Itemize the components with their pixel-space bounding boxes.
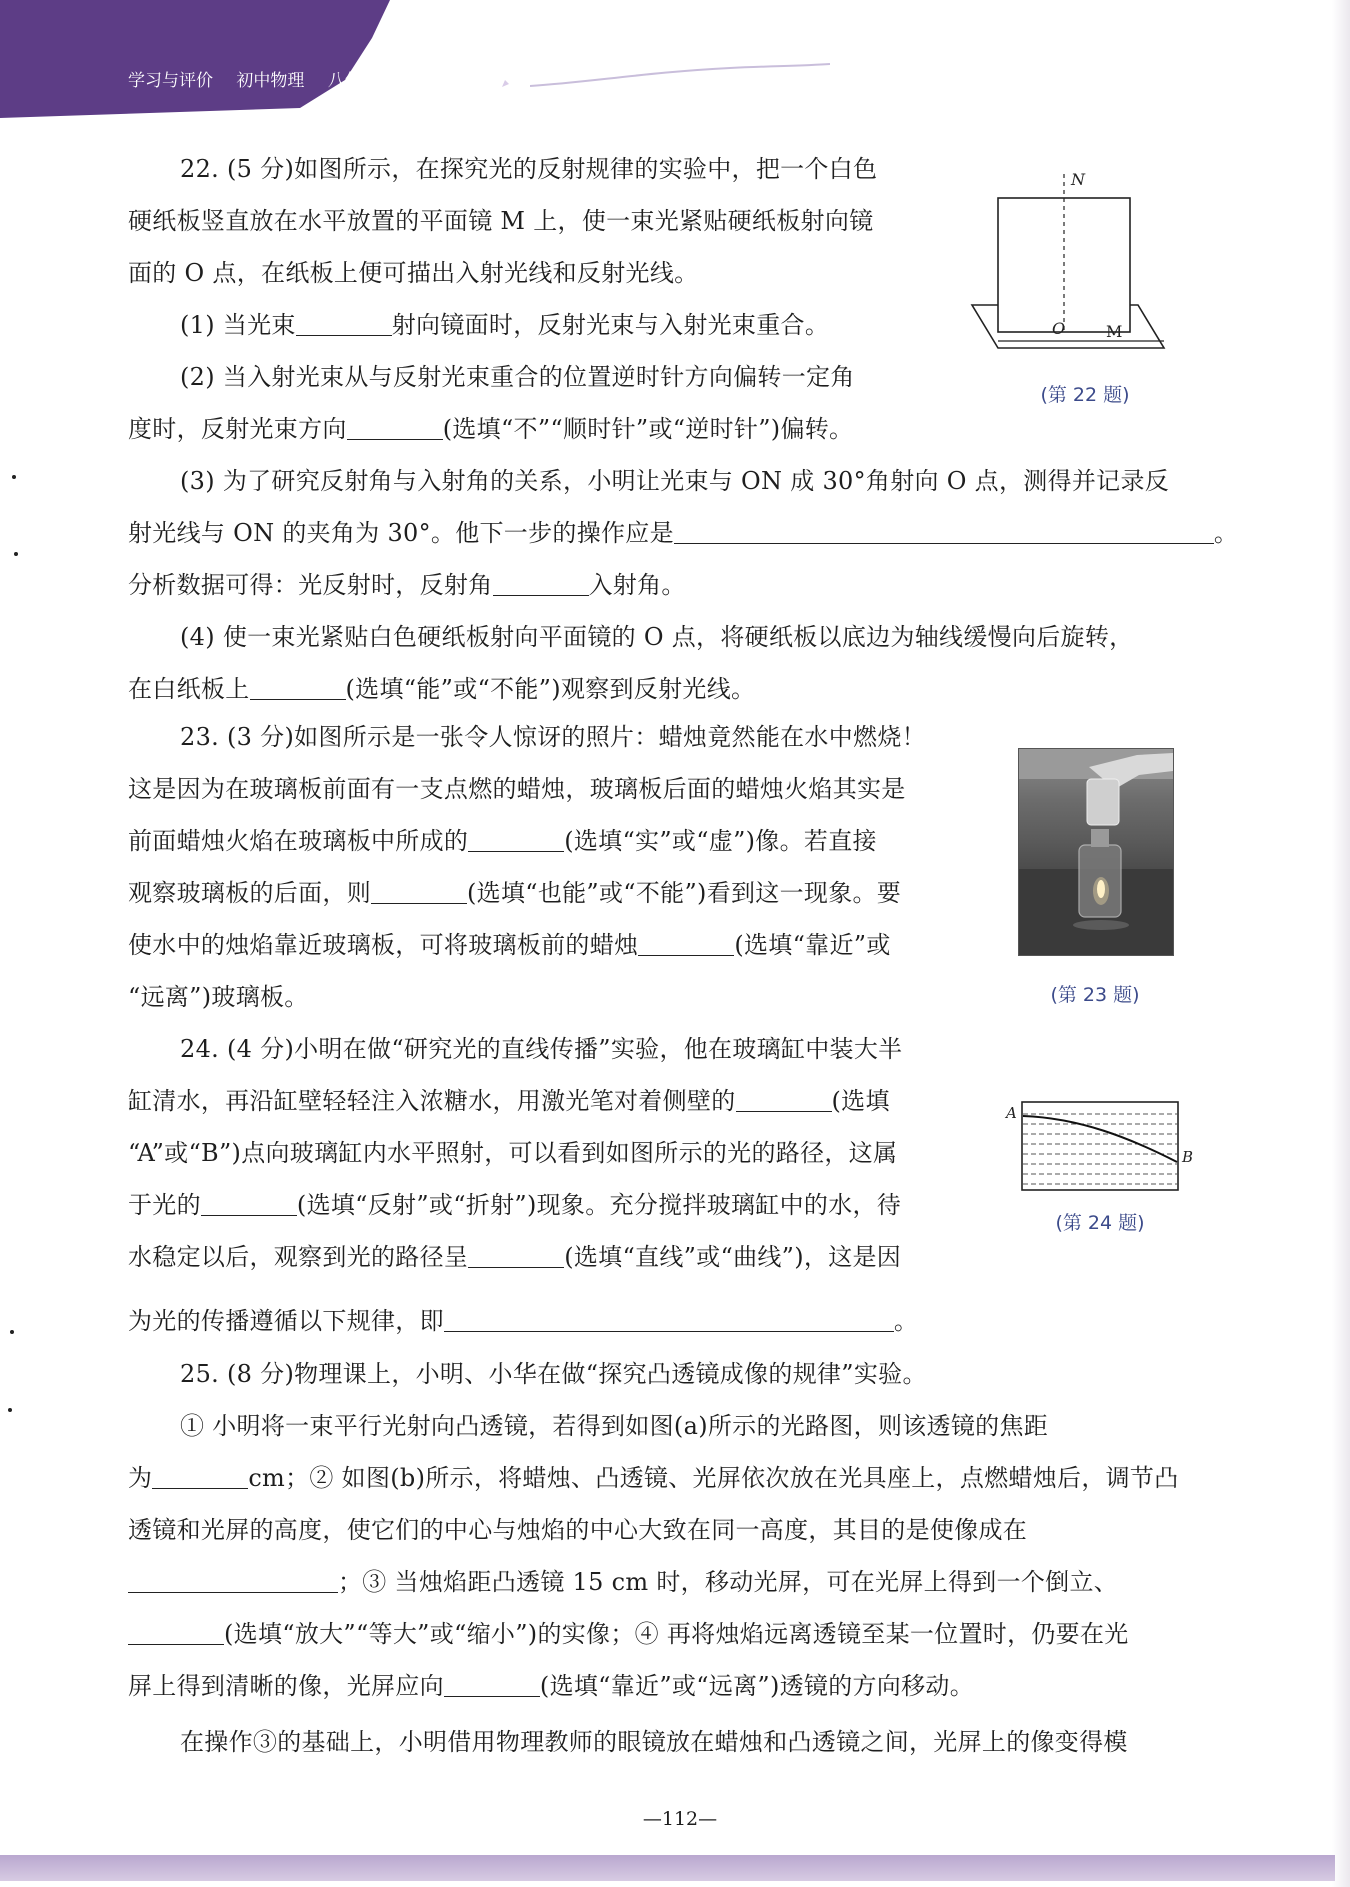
answer-blank[interactable] (493, 571, 589, 596)
figure-label-o: O (1052, 319, 1066, 338)
q22-caption: (第 22 题) (1040, 384, 1130, 406)
footer-band (0, 1855, 1335, 1881)
q25-line-1: 25. (8 分)物理课上，小明、小华在做“探究凸透镜成像的规律”实验。 (180, 1360, 927, 1388)
figure-label-b: B (1182, 1148, 1194, 1166)
margin-dot (8, 1408, 12, 1412)
figure-label-m: M (1106, 322, 1123, 341)
q24-line-5: 水稳定以后，观察到光的路径呈 (选填“直线”或“曲线”)，这是因 (128, 1243, 902, 1271)
q22-part-3-line-3: 分析数据可得：光反射时，反射角 入射角。 (128, 571, 686, 599)
q24-line-3: “A”或“B”)点向玻璃缸内水平照射，可以看到如图所示的光的路径，这属 (128, 1139, 898, 1167)
answer-blank[interactable] (128, 1568, 338, 1593)
q25-line-3: 为 cm；② 如图(b)所示，将蜡烛、凸透镜、光屏依次放在光具座上，点燃蜡烛后，调节凸 (128, 1464, 1179, 1492)
answer-blank[interactable] (152, 1464, 248, 1489)
answer-blank[interactable] (468, 1243, 564, 1268)
q25-line-7: 屏上得到清晰的像，光屏应向 (选填“靠近”或“远离”)透镜的方向移动。 (128, 1672, 975, 1700)
q25-line-6: (选填“放大”“等大”或“缩小”)的实像；④ 再将烛焰远离透镜至某一位置时，仍要在光 (128, 1608, 1129, 1660)
q25-line-8: 在操作③的基础上，小明借用物理教师的眼镜放在蜡烛和凸透镜之间，光屏上的像变得模 (180, 1728, 1128, 1756)
q22-part-2-line-1: (2) 当入射光束从与反射光束重合的位置逆时针方向偏转一定角 (180, 363, 855, 391)
pen-icon (499, 68, 521, 90)
q22-part-3-line-1: (3) 为了研究反射角与入射角的关系，小明让光束与 ON 成 30°角射向 O 点，测得并记录反 (180, 467, 1170, 495)
header-subject: 初中物理 (236, 71, 305, 91)
answer-blank[interactable] (128, 1620, 224, 1645)
q25-line-2: ① 小明将一束平行光射向凸透镜，若得到如图(a)所示的光路图，则该透镜的焦距 (180, 1412, 1049, 1440)
answer-blank[interactable] (468, 827, 564, 852)
q23-caption: (第 23 题) (1050, 984, 1140, 1006)
q24-caption: (第 24 题) (1055, 1212, 1145, 1234)
header-band (0, 0, 400, 118)
header-swoosh (530, 60, 830, 90)
header-series: 学习与评价 (128, 71, 213, 91)
q22-line-1: 22. (5 分)如图所示，在探究光的反射规律的实验中，把一个白色 (180, 155, 878, 183)
q22-line-3: 面的 O 点，在纸板上便可描出入射光线和反射光线。 (128, 259, 699, 287)
answer-blank[interactable] (201, 1191, 297, 1216)
q22-part-1: (1) 当光束 射向镜面时，反射光束与入射光束重合。 (180, 311, 830, 339)
page-edge (1332, 0, 1350, 1887)
q24-line-4: 于光的 (选填“反射”或“折射”)现象。充分搅拌玻璃缸中的水，待 (128, 1191, 902, 1219)
header (128, 66, 521, 96)
q22-part-3-line-2: 射光线与 ON 的夹角为 30°。他下一步的操作应是 。 (128, 519, 1239, 547)
answer-blank[interactable] (371, 879, 467, 904)
answer-blank[interactable] (444, 1307, 894, 1332)
answer-blank[interactable] (444, 1672, 540, 1697)
q25-line-4: 透镜和光屏的高度，使它们的中心与烛焰的中心大致在同一高度，其目的是使像成在 (128, 1516, 1028, 1544)
q22-figure (968, 170, 1168, 360)
answer-blank[interactable] (674, 519, 1214, 544)
margin-dot (10, 1330, 14, 1334)
q25-line-5: ；③ 当烛焰距凸透镜 15 cm 时，移动光屏，可在光屏上得到一个倒立、 (128, 1556, 1118, 1608)
q24-figure (1000, 1098, 1200, 1198)
answer-blank[interactable] (736, 1087, 832, 1112)
header-edition: 苏科版 (436, 71, 488, 91)
figure-label-n: N (1071, 170, 1085, 189)
q23-line-2: 这是因为在玻璃板前面有一支点燃的蜡烛，玻璃板后面的蜡烛火焰其实是 (128, 775, 906, 803)
margin-dot (14, 552, 18, 556)
q23-photo (1018, 748, 1174, 956)
answer-blank[interactable] (347, 415, 443, 440)
q23-line-4: 观察玻璃板的后面，则 (选填“也能”或“不能”)看到这一现象。要 (128, 879, 902, 907)
q24-line-6: 为光的传播遵循以下规律，即 。 (128, 1307, 919, 1335)
answer-blank[interactable] (638, 931, 734, 956)
q22-part-4-line-1: (4) 使一束光紧贴白色硬纸板射向平面镜的 O 点，将硬纸板以底边为轴线缓慢向后旋转， (180, 623, 1134, 651)
answer-blank[interactable] (250, 675, 346, 700)
q23-line-6: “远离”)玻璃板。 (128, 983, 309, 1011)
q23-line-5: 使水中的烛焰靠近玻璃板，可将玻璃板前的蜡烛 (选填“靠近”或 (128, 931, 891, 959)
q22-part-2-line-2: 度时，反射光束方向 (选填“不”“顺时针”或“逆时针”)偏转。 (128, 415, 854, 443)
q23-line-1: 23. (3 分)如图所示是一张令人惊讶的照片：蜡烛竟然能在水中燃烧！ (180, 723, 926, 751)
header-grade: 八年级上册 (327, 71, 413, 91)
q22-part-4-line-2: 在白纸板上 (选填“能”或“不能”)观察到反射光线。 (128, 675, 756, 703)
answer-blank[interactable] (296, 311, 392, 336)
page-number: —112— (642, 1808, 718, 1830)
candle-photo-illustration (1019, 749, 1173, 955)
q22-line-2: 硬纸板竖直放在水平放置的平面镜 M 上，使一束光紧贴硬纸板射向镜 (128, 207, 874, 235)
figure-label-a: A (1006, 1104, 1017, 1122)
margin-dot (12, 475, 16, 479)
q24-line-2: 缸清水，再沿缸壁轻轻注入浓糖水，用激光笔对着侧壁的 (选填 (128, 1087, 890, 1115)
q24-line-1: 24. (4 分)小明在做“研究光的直线传播”实验，他在玻璃缸中装大半 (180, 1035, 903, 1063)
q23-line-3: 前面蜡烛火焰在玻璃板中所成的 (选填“实”或“虚”)像。若直接 (128, 827, 877, 855)
